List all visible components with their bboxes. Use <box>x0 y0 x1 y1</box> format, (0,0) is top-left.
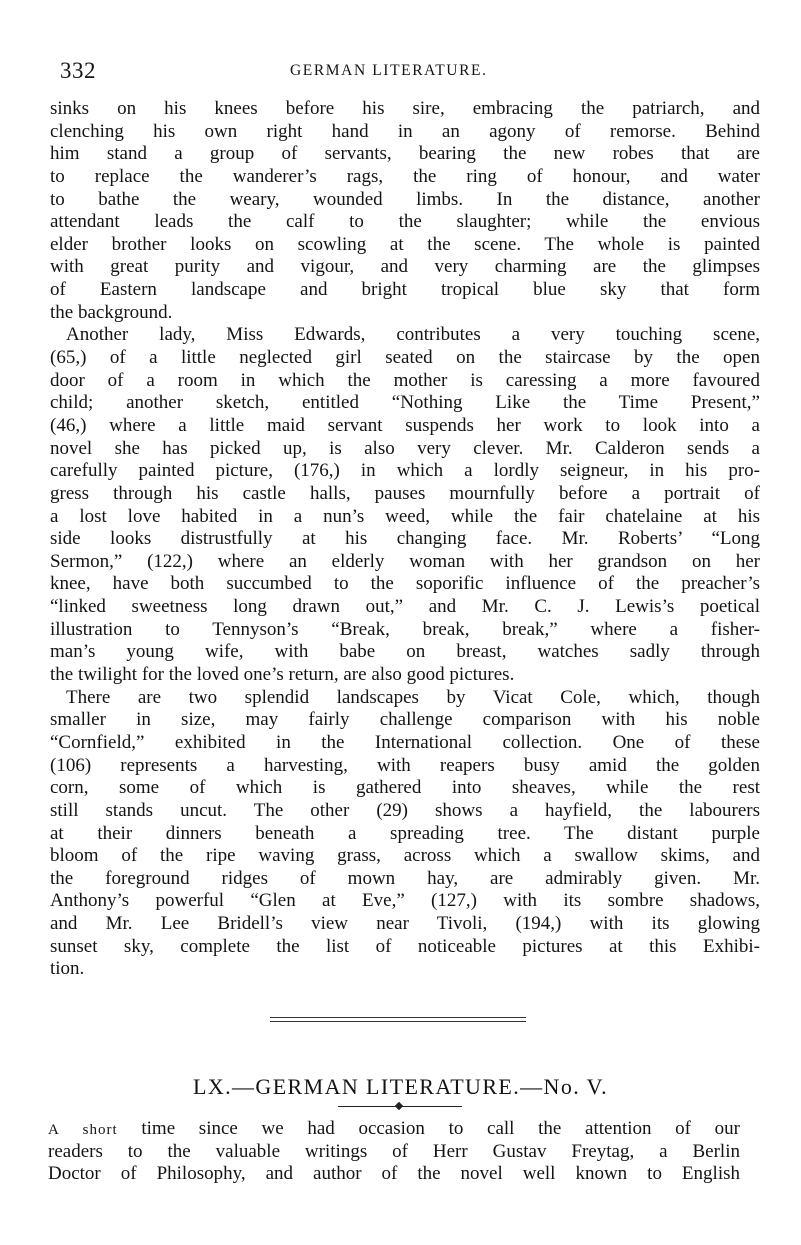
text-line: Another lady, Miss Edwards, contributes a very touching scene, <box>66 324 760 346</box>
text-line: a lost love habited in a nun’s weed, while the fair chatelaine at his <box>50 505 760 527</box>
section-heading: LX.—GERMAN LITERATURE.—No. V. <box>192 1074 608 1099</box>
text-line: of Eastern landscape and bright tropical blue sky that form <box>50 279 760 301</box>
line-text: time since we had occasion to call the attention of our <box>141 1118 740 1139</box>
text-line: door of a room in which the mother is caressing a more favoured <box>50 369 760 391</box>
page-number: 332 <box>60 58 96 83</box>
text-line: child; another sketch, entitled “Nothing Like the Time Present,” <box>50 392 760 414</box>
text-line: “linked sweetness long drawn out,” and Mr. C. J. Lewis’s poetical <box>50 596 760 618</box>
text-line: the twilight for the loved one’s return, are also good pictures. <box>50 664 515 686</box>
text-line: the foreground ridges of mown hay, are admirably given. Mr. <box>50 867 760 889</box>
text-line: sinks on his knees before his sire, embracing the patriarch, and <box>50 98 760 119</box>
text-line: sunset sky, complete the list of noticeable pictures at this Exhibi- <box>50 935 760 957</box>
text-line: him stand a group of servants, bearing the new robes that are <box>50 143 760 165</box>
text-line: clenching his own right hand in an agony of remorse. Behind <box>50 120 760 142</box>
separator-rule <box>270 1017 526 1018</box>
text-line: at their dinners beneath a spreading tree. The distant purple <box>50 822 760 844</box>
ornament-divider <box>338 1102 462 1112</box>
text-line: “Cornfield,” exhibited in the International collection. One of these <box>50 731 760 753</box>
section-body <box>48 1118 740 1186</box>
opening-words: A short <box>48 1122 118 1138</box>
text-line: side looks distrustfully at his changing face. Mr. Roberts’ “Long <box>50 528 760 550</box>
text-line: and Mr. Lee Bridell’s view near Tivoli, (194,) with its glowing <box>50 913 760 935</box>
text-line: the background. <box>50 301 173 323</box>
text-line: (106) represents a harvesting, with reapers busy amid the golden <box>50 754 760 776</box>
text-line: Sermon,” (122,) where an elderly woman with her grandson on her <box>50 550 760 572</box>
text-line: Doctor of Philosophy, and author of the novel well known to English <box>48 1163 740 1185</box>
running-head <box>60 58 760 84</box>
text-line: (46,) where a little maid servant suspends her work to look into a <box>50 414 760 436</box>
text-line: knee, have both succumbed to the soporific influence of the preacher’s <box>50 573 760 595</box>
text-line: still stands uncut. The other (29) shows a hayfield, the labourers <box>50 799 760 821</box>
text-line: novel she has picked up, is also very clever. Mr. Calderon sends a <box>50 437 760 459</box>
text-line: readers to the valuable writings of Herr Gustav Freytag, a Berlin <box>48 1140 740 1162</box>
text-line: to bathe the weary, wounded limbs. In the distance, another <box>50 188 760 210</box>
running-title: GERMAN LITERATURE. <box>290 62 488 79</box>
text-line: elder brother looks on scowling at the scene. The whole is painted <box>50 233 760 255</box>
text-line: carefully painted picture, (176,) in which a lordly seigneur, in his pro- <box>50 460 760 482</box>
text-line: smaller in size, may fairly challenge comparison with his noble <box>50 709 760 731</box>
article-body <box>50 98 760 981</box>
text-line <box>48 1118 740 1141</box>
text-line: corn, some of which is gathered into sheaves, while the rest <box>50 777 760 799</box>
text-line: gress through his castle halls, pauses mournfully before a portrait of <box>50 482 760 504</box>
text-line: Anthony’s powerful “Glen at Eve,” (127,) with its sombre shadows, <box>50 890 760 912</box>
text-line: man’s young wife, with babe on breast, watches sadly through <box>50 641 760 663</box>
text-line: attendant leads the calf to the slaughter; while the envious <box>50 211 760 233</box>
text-line: bloom of the ripe waving grass, across which a swallow skims, and <box>50 845 760 867</box>
text-line: tion. <box>50 958 85 980</box>
text-line: There are two splendid landscapes by Vicat Cole, which, though <box>66 686 760 708</box>
diamond-icon <box>395 1102 403 1110</box>
text-line: with great purity and vigour, and very charming are the glimpses <box>50 256 760 278</box>
text-line: to replace the wanderer’s rags, the ring of honour, and water <box>50 165 760 187</box>
text-line: (65,) of a little neglected girl seated on the staircase by the open <box>50 347 760 369</box>
separator-rule <box>270 1021 526 1022</box>
text-line: illustration to Tennyson’s “Break, break, break,” where a fisher- <box>50 618 760 640</box>
